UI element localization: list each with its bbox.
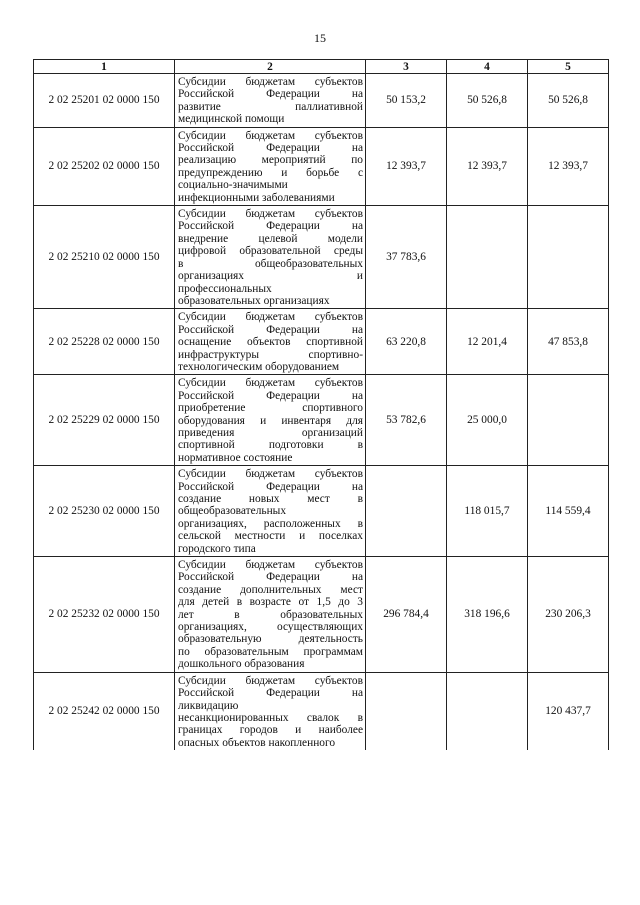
table-row (34, 375, 609, 466)
description-line: Субсидии бюджетам субъектов (178, 311, 363, 324)
amount-column-5: 114 559,4 (528, 466, 609, 557)
amount-column-5 (528, 375, 609, 466)
description-line: медицинской помощи (178, 113, 285, 126)
column-header-1: 1 (34, 60, 175, 74)
description-line: Российской Федерации на (178, 687, 363, 700)
description-line: Российской Федерации на (178, 480, 363, 493)
amount-column-4: 12 201,4 (447, 309, 528, 375)
description-line: профессиональных (178, 282, 272, 295)
description-line: Российской Федерации на (178, 389, 363, 402)
amount-column-4: 118 015,7 (447, 466, 528, 557)
description-line: ликвидацию (178, 699, 239, 712)
budget-code: 2 02 25232 02 0000 150 (34, 557, 175, 673)
description-line: образовательных организациях (178, 294, 330, 307)
budget-code: 2 02 25228 02 0000 150 (34, 309, 175, 375)
budget-code: 2 02 25230 02 0000 150 (34, 466, 175, 557)
table-body (34, 74, 609, 751)
amount-column-3 (366, 466, 447, 557)
description-line: опасных объектов накопленного (178, 736, 336, 749)
column-header-row (34, 60, 609, 74)
table-row (34, 557, 609, 673)
revenue-description (175, 309, 366, 375)
description-line: реализацию мероприятий по (178, 154, 363, 167)
description-line: цифровой образовательной среды (178, 245, 363, 258)
description-line: Субсидии бюджетам субъектов (178, 208, 363, 221)
description-line: Российской Федерации на (178, 571, 363, 584)
budget-code: 2 02 25210 02 0000 150 (34, 206, 175, 309)
description-line: Субсидии бюджетам субъектов (178, 559, 363, 572)
description-line: Российской Федерации на (178, 88, 363, 101)
revenue-description (175, 557, 366, 673)
description-line: Субсидии бюджетам субъектов (178, 129, 363, 142)
budget-code: 2 02 25201 02 0000 150 (34, 74, 175, 128)
description-line: спортивной подготовки в (178, 439, 363, 452)
table-row (34, 309, 609, 375)
description-line: Субсидии бюджетам субъектов (178, 468, 363, 481)
description-line: образовательную деятельность (178, 633, 363, 646)
budget-code: 2 02 25229 02 0000 150 (34, 375, 175, 466)
revenue-description (175, 127, 366, 205)
description-line: Субсидии бюджетам субъектов (178, 377, 363, 390)
budget-code: 2 02 25202 02 0000 150 (34, 127, 175, 205)
amount-column-5: 230 206,3 (528, 557, 609, 673)
table-row (34, 127, 609, 205)
amount-column-4: 318 196,6 (447, 557, 528, 673)
description-line: Субсидии бюджетам субъектов (178, 76, 363, 88)
amount-column-4: 50 526,8 (447, 74, 528, 128)
description-line: организациях, расположенных в (178, 517, 363, 530)
description-line: организациях и (178, 270, 363, 283)
amount-column-4: 25 000,0 (447, 375, 528, 466)
column-header-4: 4 (447, 60, 528, 74)
description-line: Российской Федерации на (178, 220, 363, 233)
description-line: развитие паллиативной (178, 100, 363, 113)
description-line: приведения организаций (178, 426, 363, 439)
amount-column-5: 12 393,7 (528, 127, 609, 205)
amount-column-5 (528, 206, 609, 309)
amount-column-4: 12 393,7 (447, 127, 528, 205)
description-line: городского типа (178, 542, 256, 555)
column-header-3: 3 (366, 60, 447, 74)
revenue-description (175, 672, 366, 750)
description-line: лет в образовательных (178, 608, 363, 621)
description-line: в общеобразовательных (178, 257, 363, 270)
column-header-2: 2 (175, 60, 366, 74)
table-row (34, 206, 609, 309)
description-line: по образовательным программам (178, 645, 363, 658)
amount-column-3: 296 784,4 (366, 557, 447, 673)
description-line: создание дополнительных мест (178, 583, 363, 596)
description-line: оборудования и инвентаря для (178, 414, 363, 427)
amount-column-3: 12 393,7 (366, 127, 447, 205)
description-line: сельской местности и поселках (178, 530, 363, 543)
page-number: 15 (314, 31, 326, 45)
description-line: инфраструктуры спортивно- (178, 348, 363, 361)
description-line: приобретение спортивного (178, 402, 363, 415)
description-line: несанкционированных свалок в (178, 711, 363, 724)
budget-code: 2 02 25242 02 0000 150 (34, 672, 175, 750)
table-row (34, 672, 609, 750)
description-line: границах городов и наиболее (178, 724, 363, 737)
description-line: для детей в возрасте от 1,5 до 3 (178, 596, 363, 609)
description-line: социально-значимыми (178, 179, 288, 192)
description-line: нормативное состояние (178, 451, 293, 464)
table-row (34, 466, 609, 557)
description-line: технологическим оборудованием (178, 360, 340, 373)
revenue-description (175, 206, 366, 309)
description-line: внедрение целевой модели (178, 232, 363, 245)
revenue-description (175, 375, 366, 466)
column-header-5: 5 (528, 60, 609, 74)
amount-column-3: 50 153,2 (366, 74, 447, 128)
description-line: предупреждению и борьбе с (178, 166, 363, 179)
amount-column-4 (447, 672, 528, 750)
amount-column-3: 37 783,6 (366, 206, 447, 309)
revenue-description (175, 466, 366, 557)
amount-column-4 (447, 206, 528, 309)
amount-column-3: 53 782,6 (366, 375, 447, 466)
amount-column-5: 50 526,8 (528, 74, 609, 128)
description-line: Российской Федерации на (178, 323, 363, 336)
description-line: Субсидии бюджетам субъектов (178, 674, 363, 687)
description-line: инфекционными заболеваниями (178, 191, 335, 204)
description-line: оснащение объектов спортивной (178, 336, 363, 349)
amount-column-3: 63 220,8 (366, 309, 447, 375)
amount-column-5: 120 437,7 (528, 672, 609, 750)
description-line: создание новых мест в (178, 493, 363, 505)
revenue-description (175, 74, 366, 128)
description-line: Российской Федерации на (178, 142, 363, 155)
description-line: общеобразовательных (178, 505, 287, 518)
description-line: дошкольного образования (178, 658, 305, 671)
budget-table (33, 59, 609, 750)
description-line: организациях, осуществляющих (178, 621, 363, 634)
table-row (34, 74, 609, 128)
amount-column-3 (366, 672, 447, 750)
amount-column-5: 47 853,8 (528, 309, 609, 375)
